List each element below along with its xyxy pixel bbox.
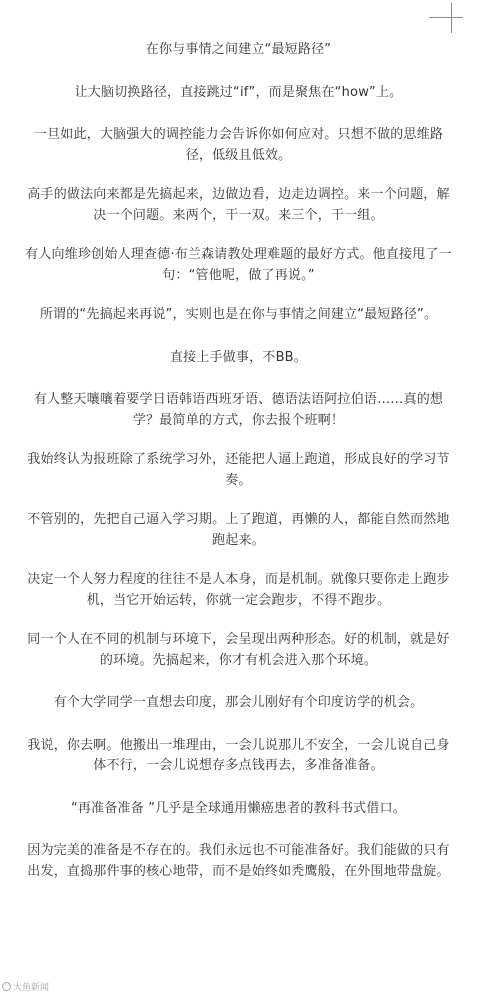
paragraph-11: 同一个人在不同的机制与环境下，会呈现出两种形态。好的机制，就是好的环境。先搞起来，你才有机会进入那个环境。	[27, 632, 450, 668]
paragraph-14: “再准备准备 ”几乎是全球通用懒癌患者的教科书式借口。	[70, 800, 406, 816]
paragraph-15: 因为完美的准备是不存在的。我们永远也不可能准备好。我们能做的只有出发，直捣那件事的核心地带，而不是始终如秃鹰般，在外围地带盘旋。	[27, 843, 450, 879]
paragraph-12: 有个大学同学一直想去印度，那会儿刚好有个印度访学的机会。	[53, 695, 424, 710]
paragraph-6: 直接上手做事，不BB。	[169, 349, 308, 365]
crosshair-vertical-line	[451, 3, 452, 33]
paragraph-1: 让大脑切换路径，直接跳过“if”，而是聚焦在“how”上。	[74, 84, 403, 100]
paragraph-7: 有人整天嚷嚷着要学日语韩语西班牙语、德语法语阿拉伯语……真的想学？最简单的方式，你去报个班啊！	[33, 392, 444, 428]
watermark-logo-icon	[2, 982, 11, 991]
paragraph-3: 高手的做法向来都是先搞起来，边做边看，边走边调控。来一个问题，解决一个问题。来两个，干一双。来三个，干一组。	[27, 187, 450, 223]
paragraph-9: 不管别的，先把自己逼入学习期。上了跑道，再懒的人，都能自然而然地跑起来。	[27, 512, 450, 548]
watermark-text: 大鱼新闻	[13, 983, 50, 993]
crosshair-horizontal-line	[429, 17, 463, 18]
paragraph-5: 所谓的“先搞起来再说”，实则也是在你与事情之间建立“最短路径”。	[39, 307, 438, 322]
corner-crosshair-icon	[429, 3, 465, 33]
paragraph-10: 决定一个人努力程度的往往不是人本身，而是机制。就像只要你走上跑步机，当它开始运转，你就一定会跑步，不得不跑步。	[27, 572, 450, 608]
paragraph-2: 一旦如此，大脑强大的调控能力会告诉你如何应对。只想不做的思维路径，低级且低效。	[33, 127, 444, 163]
article-body	[24, 40, 453, 882]
article-title: 在你与事情之间建立“最短路径”	[145, 42, 332, 57]
paragraph-4: 有人向维珍创始人理查德·布兰森请教处理难题的最好方式。他直接甩了一句：“管他呢，做了再说。”	[25, 247, 452, 283]
paragraph-8: 我始终认为报班除了系统学习外，还能把人逼上跑道，形成良好的学习节奏。	[27, 452, 450, 488]
watermark	[2, 980, 49, 993]
paragraph-13: 我说，你去啊。他搬出一堆理由，一会儿说那儿不安全，一会儿说自己身体不行，一会儿说想存多点钱再去，多准备准备。	[27, 737, 450, 773]
